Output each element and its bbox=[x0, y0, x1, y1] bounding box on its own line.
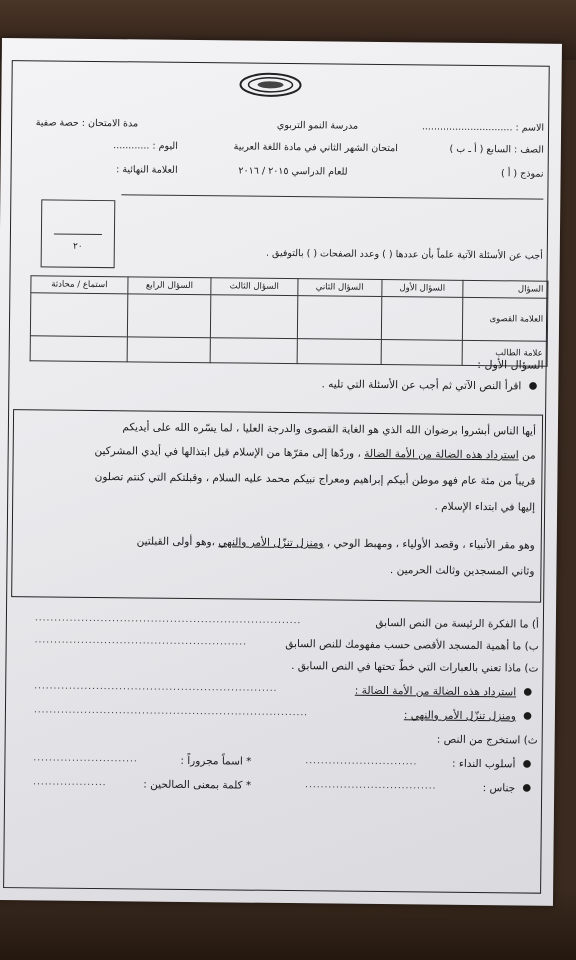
table-cell bbox=[381, 296, 463, 340]
answer-line: ............................. bbox=[305, 756, 418, 768]
marks-table bbox=[30, 275, 549, 366]
bullet-icon: ● bbox=[523, 686, 533, 698]
question-d-item-1: أسلوب النداء : bbox=[451, 757, 516, 771]
reading-task: اقرأ النص الآتي ثم أجب عن الأسئلة التي تليه . bbox=[321, 378, 522, 393]
question-d-item-2: * اسماً مجروراً : bbox=[180, 754, 252, 768]
table-cell bbox=[30, 336, 127, 362]
table-cell bbox=[30, 293, 127, 337]
table-header: السؤال الرابع bbox=[128, 277, 211, 295]
passage-line: وثاني المسجدين وثالث الحرمين . bbox=[389, 564, 535, 578]
answer-line: ....................................................... bbox=[34, 635, 248, 648]
exam-paper bbox=[0, 38, 562, 906]
school-logo-icon bbox=[238, 71, 302, 98]
table-cell bbox=[211, 295, 298, 339]
exam-frame bbox=[3, 60, 550, 894]
day-field: اليوم : ............ bbox=[113, 140, 178, 152]
exam-title: امتحان الشهر الثاني في مادة اللغة العربية bbox=[233, 141, 398, 155]
question-d-item-3: جناس : bbox=[482, 782, 516, 795]
header-divider bbox=[121, 194, 543, 199]
exam-duration: مدة الامتحان : حصة صفية bbox=[35, 117, 139, 130]
question-d-item-4: * كلمة بمعنى الصالحين : bbox=[143, 778, 252, 792]
answer-line: ..................................................................... bbox=[34, 613, 302, 627]
school-name: مدرسة النمو التربوي bbox=[276, 119, 359, 132]
model-label: نموذج ( أ ) bbox=[501, 168, 544, 180]
bullet-icon: ● bbox=[522, 782, 532, 794]
underlined-phrase: استرداد هذه الضالة من الأمة الضالة bbox=[364, 447, 519, 462]
table-cell bbox=[381, 339, 462, 365]
passage-line: أيها الناس أبشروا برضوان الله الذي هو الغاية القصوى والدرجة العليا ، لما يسّره الله على أيديكم bbox=[122, 421, 536, 438]
question-c: ت) ماذا تعني بالعبارات التي خطّ تحتها في النص السابق . bbox=[291, 660, 539, 675]
bullet-icon: ● bbox=[528, 380, 538, 392]
question-c-item-1: استرداد هذه الضالة من الأمة الضالة : bbox=[354, 684, 517, 699]
table-header: السؤال الأول bbox=[382, 279, 463, 297]
underlined-phrase: ومنزل تنزّل الأمر والنهي bbox=[218, 536, 324, 550]
table-header: السؤال الثاني bbox=[297, 279, 381, 297]
table-header: السؤال bbox=[463, 280, 548, 298]
answer-line: ....................................................................... bbox=[33, 705, 309, 719]
answer-line: ............................................................... bbox=[34, 681, 278, 694]
table-row-label: علامة الطالب bbox=[462, 340, 547, 366]
reading-passage bbox=[11, 409, 543, 603]
passage-text: وهو مقر الأنبياء ، وقصد الأولياء ، ومهبط الوحي ، bbox=[323, 537, 535, 552]
question-a: أ) ما الفكرة الرئيسة من النص السابق bbox=[375, 616, 539, 631]
score-total: ٢٠ bbox=[72, 241, 83, 252]
student-name-field: الاسم : .............................. bbox=[421, 121, 545, 134]
question-c-item-2: ومنزل تنزّل الأمر والنهي : bbox=[403, 709, 516, 723]
answer-line: ........................... bbox=[33, 753, 138, 765]
answer-line: .................................. bbox=[305, 780, 437, 792]
table-cell bbox=[127, 294, 211, 338]
table-row-label: العلامة القصوى bbox=[462, 297, 547, 341]
passage-line: إليها في ابتداء الإسلام . bbox=[434, 500, 536, 514]
first-question-heading: السؤال الأول : bbox=[477, 357, 544, 372]
passage-line bbox=[94, 445, 535, 462]
score-fraction-line bbox=[54, 234, 102, 236]
class-label: الصف : السابع ( أ ـ ب ) bbox=[449, 143, 544, 156]
passage-text: ، وردّها إلى مقرّها من الإسلام قبل ابتذالها في أيدي المشركين bbox=[94, 444, 365, 460]
passage-text: ،وهو أولى القبلتين bbox=[136, 535, 219, 549]
passage-line: قريباً من مئة عام فهو موطن أبيكم إبراهيم ومعراج نبيكم محمد عليه السلام ، وقبلتكم التي كنتم تصلون bbox=[94, 470, 536, 488]
table-header: استماع / محادثة bbox=[31, 276, 128, 294]
bullet-icon: ● bbox=[523, 710, 532, 722]
instructions: أجب عن الأسئلة الآتية علماً بأن عددها ( ) وعدد الصفحات ( ) بالتوفيق . bbox=[265, 247, 543, 262]
question-d: ث) استخرج من النص : bbox=[436, 733, 538, 747]
question-b: ب) ما أهمية المسجد الأقصى حسب مفهومك للنص السابق bbox=[285, 638, 539, 653]
table-cell bbox=[297, 339, 382, 365]
academic-year: للعام الدراسي ٢٠١٥ / ٢٠١٦ bbox=[238, 165, 348, 178]
table-cell bbox=[127, 337, 211, 363]
table-header: السؤال الثالث bbox=[211, 278, 298, 296]
table-cell bbox=[297, 296, 382, 340]
passage-line bbox=[137, 535, 535, 551]
answer-line: ................... bbox=[33, 777, 107, 789]
final-mark-label: العلامة النهائية : bbox=[116, 164, 178, 176]
score-box bbox=[41, 199, 116, 268]
bullet-icon: ● bbox=[522, 758, 532, 770]
passage-text: من bbox=[518, 449, 536, 462]
table-cell bbox=[210, 338, 297, 364]
